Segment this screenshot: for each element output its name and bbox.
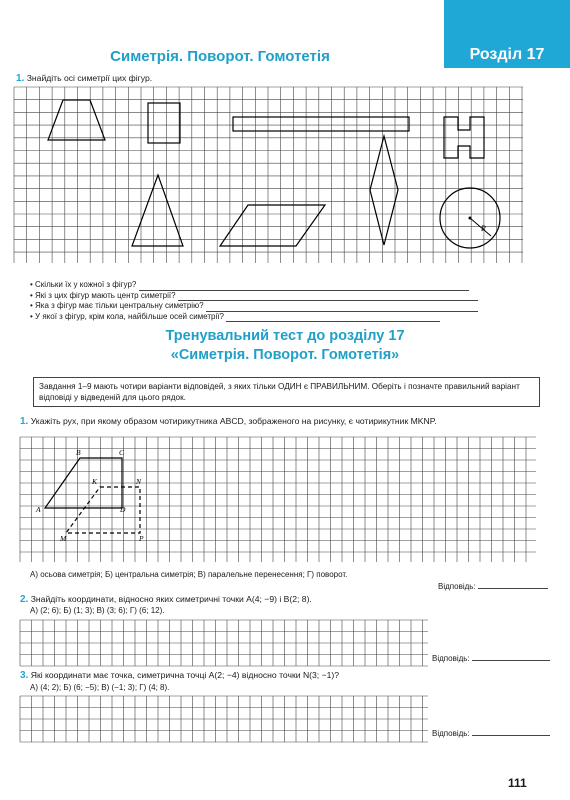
question-item: • Які з цих фігур мають центр симетрії?	[30, 291, 530, 302]
point-label-M: M	[60, 534, 67, 543]
task2-options: А) (2; 6); Б) (1; 3); В) (3; 6); Г) (6; 12).	[30, 606, 165, 615]
question-item: • Скільки їх у кожної з фігур?	[30, 280, 530, 291]
test-instructions: Завдання 1–9 мають чотири варіанти відповідей, з яких тільки ОДИН є ПРАВИЛЬНИМ. Оберіть і позначте правильний варіант відповіді у відведеній для цього рядок.	[33, 377, 540, 407]
task3-grid	[20, 696, 428, 742]
task2-answer[interactable]	[432, 654, 550, 663]
square-figure	[148, 103, 180, 143]
task3-prompt	[20, 670, 550, 681]
page-number: 111	[508, 776, 527, 790]
point-label-C: C	[119, 448, 125, 457]
exercise1-questions	[30, 280, 530, 322]
answer-label: Відповідь:	[432, 729, 470, 738]
task1-prompt	[20, 416, 550, 427]
test-title: Тренувальний тест до розділу 17	[165, 328, 405, 344]
page-title: Симетрія. Поворот. Гомотетія	[110, 48, 330, 65]
point-label-B: B	[76, 448, 81, 457]
task2-grid	[20, 620, 428, 666]
task3-options: А) (4; 2); Б) (6; −5); В) (−1; 3); Г) (4; 8).	[30, 683, 170, 692]
task1-options: А) осьова симетрія; Б) центральна симетрія; В) паралельне перенесення; Г) поворот.	[30, 570, 348, 579]
point-label-P: P	[139, 534, 144, 543]
answer-label: Відповідь:	[432, 654, 470, 663]
exercise1-number: 1.	[16, 73, 25, 84]
task3-number: 3.	[20, 670, 29, 681]
trapezoid-figure	[48, 100, 105, 140]
task2-number: 2.	[20, 594, 29, 605]
circle-radius-label: R	[481, 224, 486, 233]
rhombus-figure	[370, 136, 398, 245]
answer-label: Відповідь:	[438, 582, 476, 591]
task2-prompt	[20, 594, 550, 605]
question-item: • Яка з фігур має тільки центральну симетрію?	[30, 301, 530, 312]
question-item: • У якої з фігур, крім кола, найбільше осей симетрії?	[30, 312, 530, 323]
task1-grid	[20, 437, 536, 562]
point-label-A: A	[36, 505, 41, 514]
answer-line[interactable]	[472, 735, 550, 736]
answer-line[interactable]	[472, 660, 550, 661]
task1-text: Укажіть рух, при якому образом чотирикутника ABCD, зображеного на рисунку, є чотирикутник MKNP.	[30, 416, 437, 426]
point-label-N: N	[136, 477, 142, 486]
task3-text: Які координати має точка, симетрична точці A(2; −4) відносно точки N(3; −1)?	[30, 670, 340, 680]
test-subtitle: «Симетрія. Поворот. Гомотетія»	[170, 347, 400, 363]
section-badge-label: Розділ 17	[469, 46, 545, 63]
triangle-figure	[132, 175, 183, 246]
task1-answer[interactable]	[438, 582, 548, 591]
point-label-K: K	[92, 477, 98, 486]
task3-answer[interactable]	[432, 729, 550, 738]
task1-number: 1.	[20, 416, 29, 427]
answer-line[interactable]	[478, 588, 548, 589]
task2-text: Знайдіть координати, відносно яких симетричні точки A(4; −9) і B(2; 8).	[30, 594, 312, 604]
exercise1-text: Знайдіть осі симетрії цих фігур.	[26, 73, 153, 83]
point-label-D: D	[120, 505, 126, 514]
quadrilateral-mknp	[66, 487, 140, 533]
parallelogram-figure	[220, 205, 325, 246]
rectangle-figure	[233, 117, 409, 131]
